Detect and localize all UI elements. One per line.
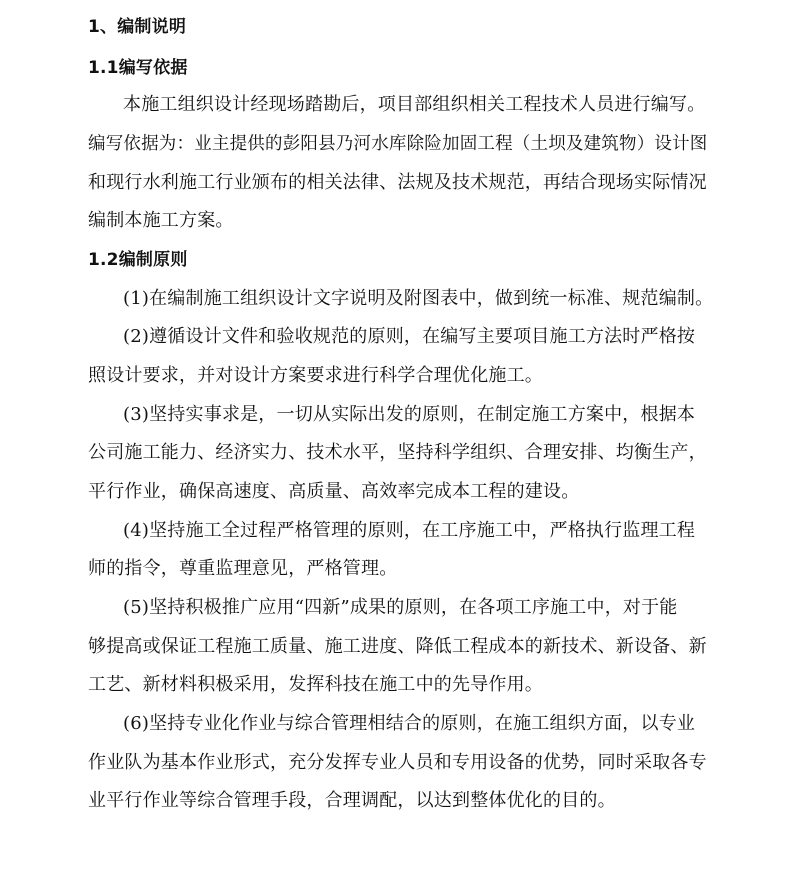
principle-5-line: (5)坚持积极推广应用“四新”成果的原则，在各项工序施工中，对于能 [123, 597, 678, 618]
principle-6-line: 业平行作业等综合管理手段，合理调配，以达到整体优化的目的。 [88, 790, 616, 811]
basis-paragraph-line: 和现行水利施工行业颁布的相关法律、法规及技术规范，再结合现场实际情况 [88, 172, 707, 193]
section-heading-1-1: 1.1编写依据 [88, 58, 188, 78]
basis-paragraph-line: 编制本施工方案。 [88, 210, 234, 231]
principle-1-line: (1)在编制施工组织设计文字说明及附图表中，做到统一标准、规范编制。 [123, 288, 714, 309]
section-heading-1-2: 1.2编制原则 [88, 250, 188, 270]
principle-4-line: 师的指令，尊重监理意见，严格管理。 [88, 558, 398, 579]
principle-4-line: (4)坚持施工全过程严格管理的原则，在工序施工中，严格执行监理工程 [123, 520, 696, 541]
principle-3-line: 公司施工能力、经济实力、技术水平，坚持科学组织、合理安排、均衡生产， [88, 442, 707, 463]
section-heading-1: 1、编制说明 [88, 17, 187, 37]
principle-6-line: 作业队为基本作业形式，充分发挥专业人员和专用设备的优势，同时采取各专 [88, 752, 707, 773]
principle-5-line: 工艺、新材料积极采用，发挥科技在施工中的先导作用。 [88, 674, 543, 695]
basis-paragraph-line: 编写依据为：业主提供的彭阳县乃河水库除险加固工程（土坝及建筑物）设计图 [88, 134, 708, 154]
principle-3-line: (3)坚持实事求是，一切从实际出发的原则，在制定施工方案中，根据本 [123, 404, 696, 425]
principle-5-line: 够提高或保证工程施工质量、施工进度、降低工程成本的新技术、新设备、新 [88, 636, 707, 657]
principle-2-line: 照设计要求，并对设计方案要求进行科学合理优化施工。 [88, 365, 543, 386]
principle-2-line: (2)遵循设计文件和验收规范的原则，在编写主要项目施工方法时严格按 [123, 326, 696, 347]
principle-3-line: 平行作业，确保高速度、高质量、高效率完成本工程的建设。 [88, 481, 580, 502]
basis-paragraph-line: 本施工组织设计经现场踏勘后，项目部组织相关工程技术人员进行编写。 [123, 94, 706, 115]
principle-6-line: (6)坚持专业化作业与综合管理相结合的原则，在施工组织方面，以专业 [123, 713, 696, 734]
